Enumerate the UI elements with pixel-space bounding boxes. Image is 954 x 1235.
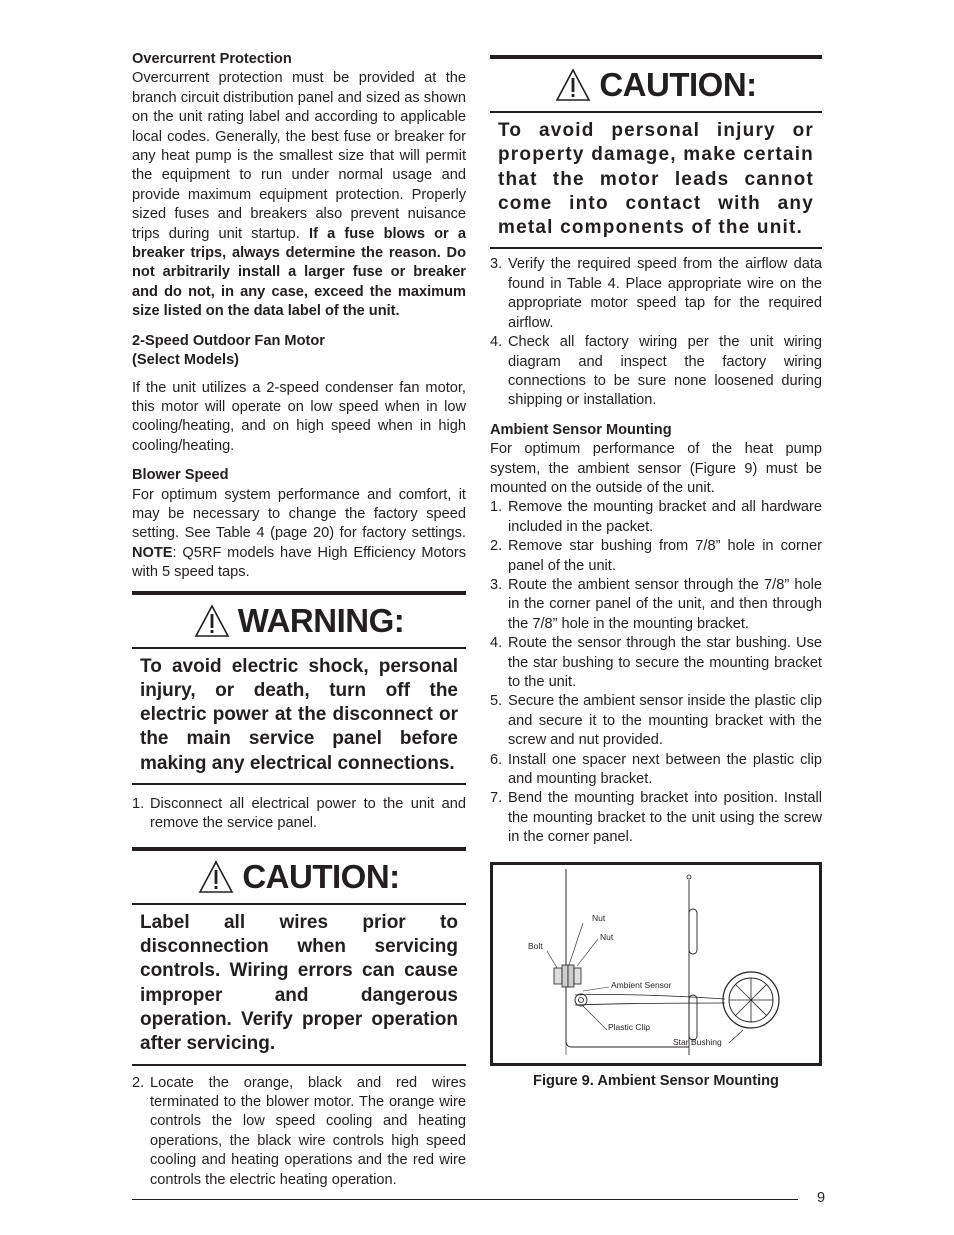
caution-title-left: CAUTION:: [242, 858, 400, 896]
steps-list-3: [490, 255, 822, 410]
blower-note-label: NOTE: [132, 544, 173, 561]
fan-motor-body: If the unit utilizes a 2-speed condenser fan motor, this motor will operate on low speed when in low cooling/heating, and on high speed when in high cooling/heating.: [132, 379, 466, 454]
list-item: 3. Verify the required speed from the airflow data found in Table 4. Place appropriate wire on the appropriate motor speed tap for the required airflow.: [490, 256, 822, 331]
list-item: 2. Remove star bushing from 7/8” hole in corner panel of the unit.: [490, 538, 822, 574]
list-item: 6. Install one spacer next between the plastic clip and mounting bracket.: [490, 751, 822, 788]
caution-box-left: [132, 847, 466, 1066]
right-column: [490, 55, 822, 1091]
warning-triangle-icon: [194, 604, 230, 638]
blower-body: [132, 486, 466, 583]
label-plastic-clip: Plastic Clip: [608, 1021, 651, 1032]
blower-text: For optimum system performance and comfort, it may be necessary to change the factory speed setting. See Table 4 (page 20) for factory settings.: [132, 486, 466, 542]
figure-ambient-sensor: [490, 862, 822, 1066]
blower-note-text: : Q5RF models have High Efficiency Motors with 5 speed taps.: [132, 544, 466, 581]
label-ambient-sensor: Ambient Sensor: [611, 979, 672, 990]
warning-title: WARNING:: [237, 601, 405, 639]
steps-list-2: [132, 1074, 466, 1190]
ambient-heading: Ambient Sensor Mounting: [490, 421, 672, 438]
fan-motor-heading-2: (Select Models): [132, 352, 240, 369]
caution-body-right: To avoid personal injury or property damage, make certain that the motor leads cannot come into contact with any metal components of the unit.: [498, 120, 814, 239]
caution-body-left: Label all wires prior to disconnection when servicing controls. Wiring errors can cause improper and dangerous operation. Verify proper operation after servicing.: [140, 911, 458, 1055]
caution-triangle-icon: [198, 860, 234, 894]
list-item: 4. Route the sensor through the star bushing. Use the star bushing to secure the mounting bracket to the unit.: [490, 635, 822, 691]
list-item: 2. Locate the orange, black and red wires terminated to the blower motor. The orange wire controls the low speed cooling and heating operations, the black wire controls high speed cooling and heating operations and the red wire controls the electric heating operation.: [132, 1074, 466, 1188]
caution-triangle-icon: [555, 68, 591, 102]
caution-box-right: [490, 55, 822, 249]
footer-rule: [132, 1199, 798, 1200]
list-item: 1. Remove the mounting bracket and all hardware included in the packet.: [490, 499, 822, 535]
figure-caption: Figure 9. Ambient Sensor Mounting: [533, 1072, 779, 1089]
fan-motor-heading-1: 2-Speed Outdoor Fan Motor: [132, 332, 325, 349]
caution-title-bar-right: [490, 59, 822, 113]
list-item: 5. Secure the ambient sensor inside the plastic clip and secure it to the mounting bracket with the screw and nut provided.: [490, 693, 822, 749]
label-nut-1: Nut: [592, 912, 606, 923]
steps-list-1: [132, 795, 466, 834]
ambient-steps-list: [490, 498, 822, 847]
page-number: 9: [817, 1190, 826, 1206]
overcurrent-text: Overcurrent protection must be provided at the branch circuit distribution panel and sized as shown on the unit rating label and according to applicable local codes. Generally, the best fuse or breaker for any heat pump is the smallest size that will permit the equipment to run under normal usage and provide maximum equipment protection. Properly sized fuses and breakers also prevent nuisance trips during unit startup.: [132, 70, 466, 242]
list-item: 1. Disconnect all electrical power to the unit and remove the service panel.: [132, 796, 466, 832]
caution-title-right: CAUTION:: [599, 66, 757, 104]
ambient-body: For optimum performance of the heat pump system, the ambient sensor (Figure 9) must be mounted on the outside of the unit.: [490, 441, 822, 496]
list-item: 4. Check all factory wiring per the unit wiring diagram and inspect the factory wiring connections to be sure none loosened during shipping or installation.: [490, 334, 822, 409]
warning-box: [132, 591, 466, 785]
caution-title-bar-left: [132, 851, 466, 905]
blower-heading: Blower Speed: [132, 467, 229, 484]
list-item: 7. Bend the mounting bracket into position. Install the mounting bracket to the unit using the screw in the corner panel.: [490, 790, 822, 846]
label-star-bushing: Star Bushing: [673, 1036, 722, 1047]
warning-body: To avoid electric shock, personal injury, or death, turn off the electric power at the disconnect or the main service panel before making any electrical connections.: [140, 655, 458, 774]
label-bolt: Bolt: [528, 940, 543, 951]
label-nut-2: Nut: [600, 931, 614, 942]
overcurrent-heading: Overcurrent Protection: [132, 51, 292, 67]
left-column: [132, 50, 466, 1190]
warning-title-bar: [132, 595, 466, 649]
overcurrent-bold-text: If a fuse blows or a breaker trips, always determine the reason. Do not arbitrarily install a larger fuse or breaker and do not, in any case, exceed the maximum size listed on the data label of the unit.: [132, 225, 466, 320]
list-item: 3. Route the ambient sensor through the 7/8” hole in the corner panel of the unit, and then through the 7/8” hole in the mounting bracket.: [490, 576, 822, 632]
overcurrent-body: [132, 69, 466, 321]
ambient-sensor-diagram: [493, 865, 819, 1063]
